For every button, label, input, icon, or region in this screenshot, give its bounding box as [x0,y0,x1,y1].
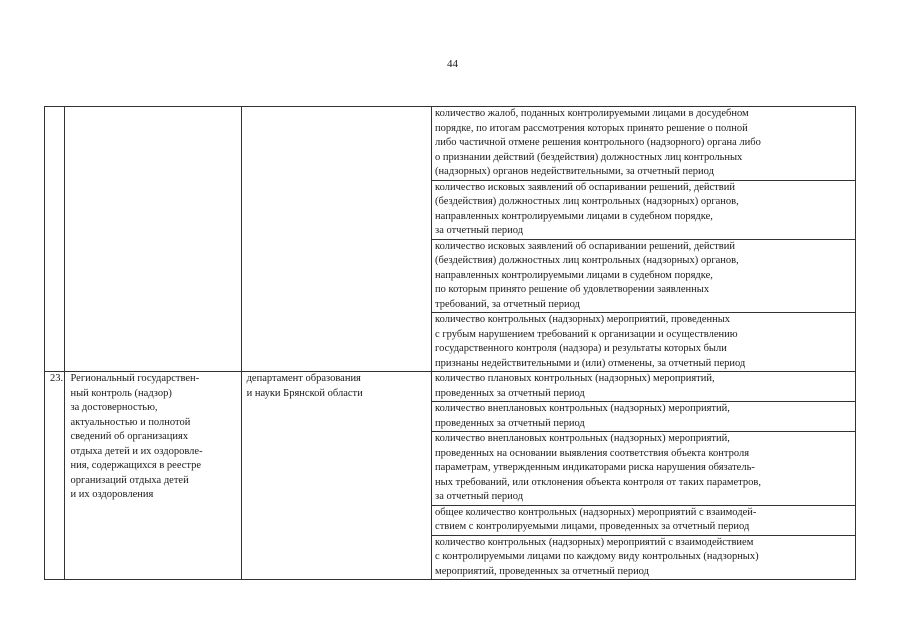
indicator-cell [432,239,856,313]
number-cell-empty [45,107,65,372]
control-name: Региональный государствен- ный контроль (надзор) за достоверностью, актуальностью и полнотой сведений об организациях отдыха детей и их оздоровле- ния, содержащихся в реестре организаций отдыха детей и их оздоровления [70,373,203,500]
indicator-text: количество контрольных (надзорных) мероприятий, проведенных с грубым нарушением требований к организации и осуществлению государственного контроля (надзора) и результаты которых были признаны недействительными и (или) отменены, за отчетный период [435,314,746,369]
indicator-cell [432,313,856,372]
indicator-cell [432,402,856,432]
indicator-text: количество внеплановых контрольных (надзорных) мероприятий, проведенных за отчетный период [435,403,730,429]
indicators-table [44,106,856,580]
indicator-cell [432,505,856,535]
indicator-text: количество контрольных (надзорных) мероприятий с взаимодействием с контролируемыми лицами по каждому виду контрольных (надзорных) мероприятий, проведенных за отчетный период [435,536,759,577]
indicator-cell [432,107,856,181]
indicator-text: количество внеплановых контрольных (надзорных) мероприятий, проведенных на основании выявления соответствия объекта контроля параметрам, утвержденным индикаторами риска нарушения обязатель- ных требований, или отклонения объекта контроля от таких параметров, за отчетный период [435,433,761,502]
indicator-cell [432,372,856,402]
indicator-cell [432,180,856,239]
authority-name: департамент образования и науки Брянской области [246,373,363,399]
authority-cell [241,372,431,580]
indicator-text: общее количество контрольных (надзорных) мероприятий с взаимодей- ствием с контролируемыми лицами, проведенных за отчетный период [435,506,757,532]
table-row-23 [45,372,856,402]
row-number-cell [45,372,65,580]
indicator-cell [432,432,856,506]
control-name-cell [65,372,241,580]
body-cell-empty [241,107,431,372]
indicator-text: количество плановых контрольных (надзорных) мероприятий, проведенных за отчетный период [435,373,715,399]
indicator-text: количество исковых заявлений об оспаривании решений, действий (бездействия) должностных лиц контрольных (надзорных) органов, направленных контролируемыми лицами в судебном порядке, за отчетный период [435,181,739,236]
name-cell-empty [65,107,241,372]
table-row-continued [45,107,856,181]
page-number: 44 [447,58,458,70]
indicator-text: количество исковых заявлений об оспаривании решений, действий (бездействия) должностных лиц контрольных (надзорных) органов, направленных контролируемыми лицами в судебном порядке, по которым принято решение об удовлетворении заявленных требований, за отчетный период [435,240,739,310]
indicator-text: количество жалоб, поданных контролируемыми лицами в досудебном порядке, по итогам рассмотрения которых принято решение о полной либо частичной отмене решения контрольного (надзорного) органа либо о признании действий (бездействия) должностных лиц контрольных (надзорных) органов недействительными, за отчетный период [435,108,761,177]
row-number: 23. [50,373,64,384]
indicator-cell [432,535,856,580]
